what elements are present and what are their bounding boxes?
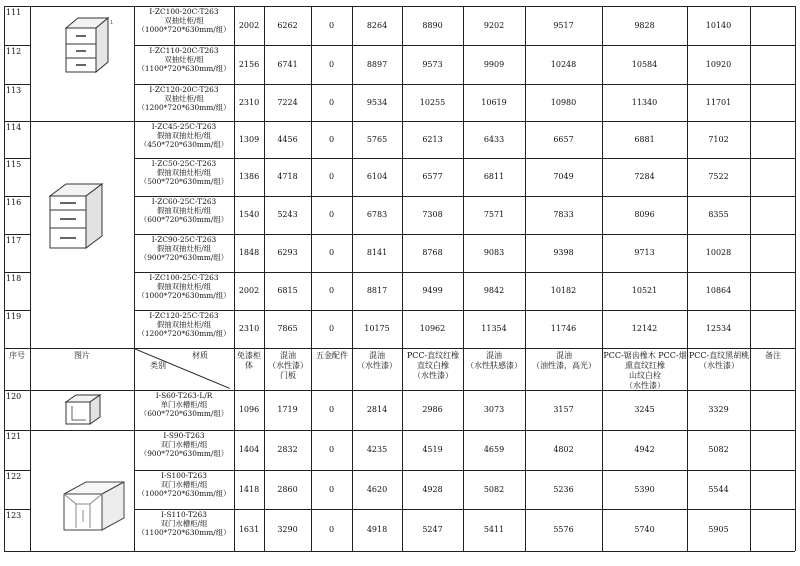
price-cell: 0 <box>328 248 335 257</box>
row-divider <box>4 121 795 122</box>
model-description: I-ZC60-25C-T263 假抽双抽灶柜/组 （600*720*630mm/组） <box>139 197 229 224</box>
price-cell: 2002 <box>238 20 260 30</box>
price-cell: 11746 <box>550 324 577 333</box>
row-divider <box>4 509 30 510</box>
price-cell: 5243 <box>277 210 298 219</box>
price-cell: 10182 <box>550 286 577 295</box>
price-cell: 5236 <box>553 484 574 494</box>
price-cell: 9499 <box>422 286 443 295</box>
price-cell: 5390 <box>634 484 655 494</box>
price-cell: 4928 <box>422 484 443 494</box>
price-cell: 0 <box>328 97 335 107</box>
price-cell: 7522 <box>708 172 729 181</box>
price-cell: 12534 <box>705 324 732 333</box>
row-divider <box>4 196 30 197</box>
price-cell: 5247 <box>422 525 443 534</box>
header-mixed-oil-water: 混油 （水性漆） <box>357 351 397 370</box>
price-cell: 7571 <box>483 210 505 219</box>
price-cell: 10140 <box>705 20 732 30</box>
row-number: 111 <box>6 8 22 17</box>
row-divider <box>4 310 30 311</box>
price-cell: 9202 <box>483 20 505 30</box>
price-cell: 3157 <box>553 405 574 414</box>
column-divider <box>687 6 688 551</box>
model-description: I-ZC120-20C-T263 双抽灶柜/组 （1200*720*630mm/组） <box>137 85 231 112</box>
price-cell: 6815 <box>277 286 298 295</box>
price-cell: 7308 <box>422 210 443 219</box>
price-cell: 7049 <box>553 172 574 181</box>
price-cell: 4519 <box>422 445 443 454</box>
price-cell: 5411 <box>483 525 505 534</box>
price-cell: 7833 <box>553 210 574 219</box>
header-hardware: 五金配件 <box>316 351 348 360</box>
price-cell: 10980 <box>550 97 577 107</box>
header-remarks: 备注 <box>765 351 781 360</box>
price-cell: 6293 <box>277 248 298 257</box>
price-cell: 6262 <box>277 20 298 30</box>
model-description: I-S90-T263 双门水槽柜/组 （900*720*630mm/组） <box>139 431 229 458</box>
header-mixed-oil-soft: 混油 （水性肤感漆） <box>466 351 522 370</box>
price-cell: 0 <box>328 172 335 181</box>
header-picture: 图片 <box>74 351 90 360</box>
price-cell: 2310 <box>238 324 260 333</box>
price-cell: 7284 <box>634 172 655 181</box>
header-pcc-red-oak: PCC-直纹红橡 直纹白橡 （水性漆） <box>406 351 460 380</box>
price-cell: 3329 <box>708 405 729 414</box>
row-number: 120 <box>6 392 22 401</box>
column-divider <box>234 6 235 551</box>
price-cell: 10255 <box>419 97 446 107</box>
price-cell: 2310 <box>238 97 260 107</box>
row-number: 119 <box>6 312 22 321</box>
price-cell: 6577 <box>422 172 443 181</box>
column-divider <box>602 6 603 551</box>
price-cell: 7102 <box>708 134 729 144</box>
price-cell: 5740 <box>634 525 655 534</box>
price-cell: 6811 <box>483 172 505 181</box>
single-door-sink-cabinet-picture <box>62 392 106 426</box>
row-divider <box>4 470 30 471</box>
model-description: I-ZC45-25C-T263 假抽双抽灶柜/组 （450*720*630mm/组） <box>139 122 229 149</box>
model-description: I-S100-T263 双门水槽柜/组 （1000*720*630mm/组） <box>137 471 231 498</box>
model-description: I-ZC100-20C-T263 双抽灶柜/组 （1000*720*630mm/组） <box>137 7 231 34</box>
price-cell: 11340 <box>631 97 658 107</box>
model-description: I-S60-T263-L/R 单门水槽柜/组 （600*720*630mm/组） <box>139 391 229 418</box>
price-cell: 10248 <box>550 59 577 69</box>
price-cell: 1719 <box>277 405 298 414</box>
header-category: 类别 <box>150 361 166 370</box>
price-cell: 10028 <box>705 248 732 257</box>
price-cell: 0 <box>328 134 335 144</box>
price-cell: 10962 <box>419 324 446 333</box>
price-cell: 10584 <box>631 59 658 69</box>
model-description: I-ZC90-25C-T263 假抽双抽灶柜/组 （900*720*630mm/组） <box>139 235 229 262</box>
price-cell: 0 <box>328 525 335 534</box>
model-description: I-S110-T263 双门水槽柜/组 （1100*720*630mm/组） <box>137 510 231 537</box>
price-cell: 9909 <box>483 59 505 69</box>
price-cell: 4659 <box>483 445 505 454</box>
price-cell: 4942 <box>634 445 655 454</box>
price-cell: 4235 <box>366 445 388 454</box>
price-cell: 2002 <box>238 286 260 295</box>
price-cell: 9828 <box>634 20 655 30</box>
row-number: 122 <box>6 472 22 481</box>
price-cell: 0 <box>328 484 335 494</box>
row-number: 117 <box>6 236 22 245</box>
column-divider <box>402 6 403 551</box>
price-cell: 1540 <box>238 210 260 219</box>
price-cell: 1096 <box>238 405 260 414</box>
price-cell: 9398 <box>553 248 574 257</box>
column-divider <box>352 6 353 551</box>
price-cell: 9573 <box>422 59 443 69</box>
price-cell: 8141 <box>366 248 388 257</box>
row-divider <box>4 6 795 7</box>
price-cell: 3290 <box>277 525 298 534</box>
price-cell: 10920 <box>705 59 732 69</box>
price-cell: 11701 <box>705 97 732 107</box>
row-number: 113 <box>6 86 22 95</box>
row-number: 118 <box>6 274 22 283</box>
model-description: I-ZC100-25C-T263 假抽双抽灶柜/组 （1000*720*630mm/组） <box>137 273 231 300</box>
price-cell: 4718 <box>277 172 298 181</box>
price-cell: 3073 <box>483 405 505 414</box>
price-cell: 1386 <box>238 172 260 181</box>
price-cell: 5082 <box>483 484 505 494</box>
row-divider <box>4 551 795 552</box>
price-cell: 5544 <box>708 484 729 494</box>
row-divider <box>4 45 30 46</box>
price-cell: 6741 <box>277 59 298 69</box>
price-cell: 8096 <box>634 210 655 219</box>
fake-drawer-cabinet-picture <box>44 180 110 252</box>
column-divider <box>30 6 31 551</box>
price-cell: 6104 <box>366 172 388 181</box>
model-description: I-ZC110-20C-T263 双抽灶柜/组 （1100*720*630mm/组） <box>137 46 231 73</box>
price-cell: 4456 <box>277 134 298 144</box>
price-cell: 4918 <box>366 525 388 534</box>
header-paint-free: 免漆柜 体 <box>237 351 261 370</box>
price-cell: 3245 <box>634 405 655 414</box>
price-cell: 0 <box>328 324 335 333</box>
price-cell: 2986 <box>422 405 443 414</box>
price-cell: 1418 <box>238 484 260 494</box>
price-cell: 7865 <box>277 324 298 333</box>
price-cell: 8768 <box>422 248 443 257</box>
header-pcc-black-walnut: PCC-直纹黑胡桃 （水性漆） <box>688 351 750 370</box>
price-cell: 0 <box>328 286 335 295</box>
price-cell: 9534 <box>366 97 388 107</box>
price-cell: 10521 <box>631 286 658 295</box>
price-cell: 4620 <box>366 484 388 494</box>
header-pcc-walnut: PCC-锯齿橡木 PCC-烟 熏直纹红橡 山纹白栓 （水性漆） <box>603 351 687 390</box>
column-divider <box>311 6 312 551</box>
row-number: 114 <box>6 123 22 132</box>
price-cell: 0 <box>328 210 335 219</box>
drawer-cabinet-picture <box>58 14 116 76</box>
price-cell: 1309 <box>238 134 260 144</box>
price-cell: 2832 <box>277 445 298 454</box>
double-door-sink-cabinet-picture <box>58 476 132 534</box>
price-cell: 6783 <box>366 210 388 219</box>
price-cell: 10619 <box>481 97 507 107</box>
price-cell: 1848 <box>238 248 260 257</box>
price-cell: 0 <box>328 20 335 30</box>
price-cell: 6657 <box>553 134 574 144</box>
row-number: 115 <box>6 160 22 169</box>
price-cell: 0 <box>328 405 335 414</box>
column-divider <box>4 6 5 551</box>
price-cell: 8264 <box>366 20 388 30</box>
column-divider <box>795 6 796 551</box>
price-cell: 2860 <box>277 484 298 494</box>
row-divider <box>4 430 795 431</box>
row-number: 123 <box>6 511 22 520</box>
price-cell: 7224 <box>277 97 298 107</box>
price-cell: 11354 <box>481 324 507 333</box>
price-cell: 4802 <box>553 445 574 454</box>
price-cell: 2156 <box>238 59 260 69</box>
row-number: 112 <box>6 47 22 56</box>
price-cell: 0 <box>328 59 335 69</box>
column-divider <box>525 6 526 551</box>
price-cell: 1404 <box>238 445 260 454</box>
header-mixed-oil-door: 混油 （水性漆） 门板 <box>268 351 308 380</box>
row-divider <box>4 272 30 273</box>
header-mixed-oil-gloss: 混油 （油性漆，高光） <box>532 351 596 370</box>
price-cell: 10175 <box>364 324 390 333</box>
price-cell: 1631 <box>238 525 260 534</box>
price-cell: 6433 <box>483 134 505 144</box>
price-cell: 10864 <box>705 286 732 295</box>
column-divider <box>264 6 265 551</box>
price-cell: 6213 <box>422 134 443 144</box>
price-cell: 5765 <box>366 134 388 144</box>
svg-text:1: 1 <box>110 20 114 26</box>
row-divider <box>4 84 30 85</box>
price-cell: 8355 <box>708 210 729 219</box>
price-cell: 0 <box>328 445 335 454</box>
price-cell: 12142 <box>631 324 658 333</box>
row-divider <box>4 348 795 349</box>
row-divider <box>4 158 30 159</box>
price-cell: 5082 <box>708 445 729 454</box>
row-divider <box>4 234 30 235</box>
price-cell: 2814 <box>366 405 388 414</box>
column-divider <box>750 6 751 551</box>
model-description: I-ZC50-25C-T263 假抽双抽灶柜/组 （500*720*630mm/组） <box>139 159 229 186</box>
price-cell: 9083 <box>483 248 505 257</box>
price-cell: 9517 <box>553 20 574 30</box>
column-divider <box>463 6 464 551</box>
price-cell: 5576 <box>553 525 574 534</box>
price-cell: 8897 <box>366 59 388 69</box>
price-cell: 8817 <box>366 286 388 295</box>
header-material: 材质 <box>192 351 208 360</box>
price-cell: 8890 <box>422 20 443 30</box>
row-number: 116 <box>6 198 22 207</box>
row-number: 121 <box>6 432 22 441</box>
price-cell: 9842 <box>483 286 505 295</box>
price-cell: 6881 <box>634 134 655 144</box>
model-description: I-ZC120-25C-T263 假抽双抽灶柜/组 （1200*720*630mm/组） <box>137 311 231 338</box>
price-cell: 5905 <box>708 525 729 534</box>
price-cell: 9713 <box>634 248 655 257</box>
header-no: 序号 <box>9 351 25 360</box>
